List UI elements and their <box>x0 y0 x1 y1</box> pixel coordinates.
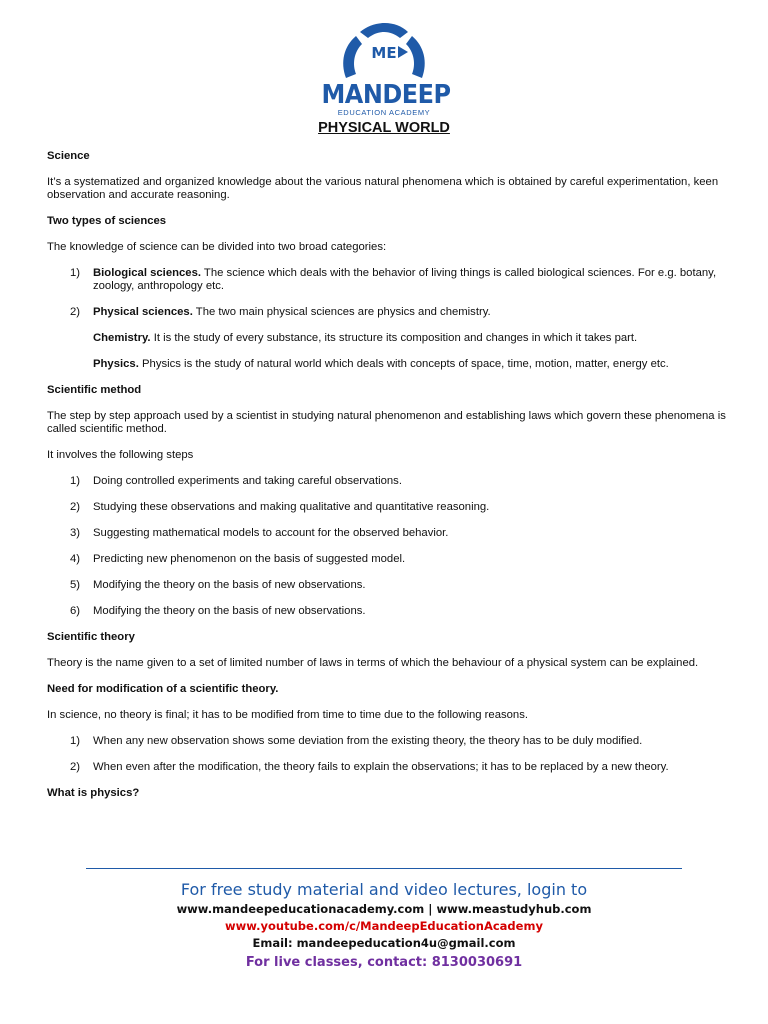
list-number: 6) <box>70 605 81 617</box>
svg-text:ME: ME <box>371 44 397 62</box>
reason-text: When even after the modification, the theory fails to explain the observations; it has to be replaced by a new theory. <box>93 761 669 773</box>
theory-definition: Theory is the name given to a set of limited number of laws in terms of which the behaviour of a physical system can be explained. <box>47 657 699 669</box>
footer-tagline: For free study material and video lectures, login to <box>180 880 588 899</box>
term-text: Physics is the study of natural world which deals with concepts of space, time, motion, matter, energy etc. <box>138 358 669 370</box>
step-text: Predicting new phenomenon on the basis of suggested model. <box>93 553 406 565</box>
list-item <box>47 761 727 774</box>
heading-modification: Need for modification of a scientific theory. <box>47 683 279 695</box>
types-intro: The knowledge of science can be divided into two broad categories: <box>47 241 387 253</box>
term-label: Chemistry. <box>93 332 151 344</box>
logo-subtitle: EDUCATION ACADEMY <box>337 108 431 117</box>
footer-email[interactable]: Email: mandeepeducation4u@gmail.com <box>252 936 516 950</box>
list-number: 4) <box>70 553 81 565</box>
footer-divider <box>86 868 682 869</box>
footer-contact: For live classes, contact: 8130030691 <box>245 955 523 970</box>
list-number: 3) <box>70 527 81 539</box>
list-number: 2) <box>70 501 81 513</box>
reasons-list <box>47 735 727 774</box>
modification-intro: In science, no theory is final; it has to be modified from time to time due to the following reasons. <box>47 709 528 721</box>
heading-types: Two types of sciences <box>47 215 167 227</box>
list-item <box>47 267 727 293</box>
step-text: Modifying the theory on the basis of new observations. <box>93 579 366 591</box>
list-item <box>47 579 727 592</box>
steps-list <box>47 475 727 618</box>
science-definition: It’s a systematized and organized knowledge about the various natural phenomena which is obtained by careful experimentation, keen observation and accurate reasoning. <box>47 176 719 201</box>
list-number: 1) <box>70 475 81 487</box>
heading-science: Science <box>47 150 90 162</box>
term-label: Biological sciences. <box>93 267 201 279</box>
list-item <box>47 501 727 514</box>
list-number: 1) <box>70 267 81 279</box>
list-item <box>47 306 727 319</box>
term-text: The two main physical sciences are physics and chemistry. <box>192 306 491 318</box>
step-text: Doing controlled experiments and taking careful observations. <box>93 475 402 487</box>
step-text: Suggesting mathematical models to account for the observed behavior. <box>93 527 449 539</box>
steps-intro: It involves the following steps <box>47 449 194 461</box>
list-item <box>47 605 727 618</box>
list-item <box>47 527 727 540</box>
list-number: 5) <box>70 579 81 591</box>
term-text: The science which deals with the behavior of living things is called biological sciences. For e.g. botany, zoology, anthropology etc. <box>93 267 717 292</box>
list-item <box>47 735 727 748</box>
term-label: Physical sciences. <box>93 306 193 318</box>
term-text: It is the study of every substance, its structure its composition and changes in which it takes part. <box>150 332 638 344</box>
page-title: PHYSICAL WORLD <box>318 120 450 136</box>
reason-text: When any new observation shows some deviation from the existing theory, the theory has to be duly modified. <box>93 735 643 747</box>
logo-wordmark: MANDEEP <box>321 80 451 110</box>
document-body <box>47 150 727 813</box>
heading-method: Scientific method <box>47 384 142 396</box>
list-item <box>47 553 727 566</box>
method-definition: The step by step approach used by a scientist in studying natural phenomenon and establishing laws which govern these phenomena is called scientific method. <box>47 410 726 435</box>
term-label: Physics. <box>93 358 139 370</box>
types-list <box>47 267 727 319</box>
heading-theory: Scientific theory <box>47 631 135 643</box>
step-text: Modifying the theory on the basis of new observations. <box>93 605 366 617</box>
promo-footer <box>0 868 768 974</box>
chemistry-definition <box>47 332 727 345</box>
list-number: 2) <box>70 761 81 773</box>
physics-definition <box>47 358 727 371</box>
list-number: 2) <box>70 306 81 318</box>
footer-youtube-link[interactable]: www.youtube.com/c/MandeepEducationAcademy <box>225 919 543 933</box>
footer-websites[interactable]: www.mandeepeducationacademy.com | www.meastudyhub.com <box>176 902 592 916</box>
list-item <box>47 475 727 488</box>
list-number: 1) <box>70 735 81 747</box>
step-text: Studying these observations and making qualitative and quantitative reasoning. <box>93 501 490 513</box>
heading-what-is-physics: What is physics? <box>47 787 140 799</box>
